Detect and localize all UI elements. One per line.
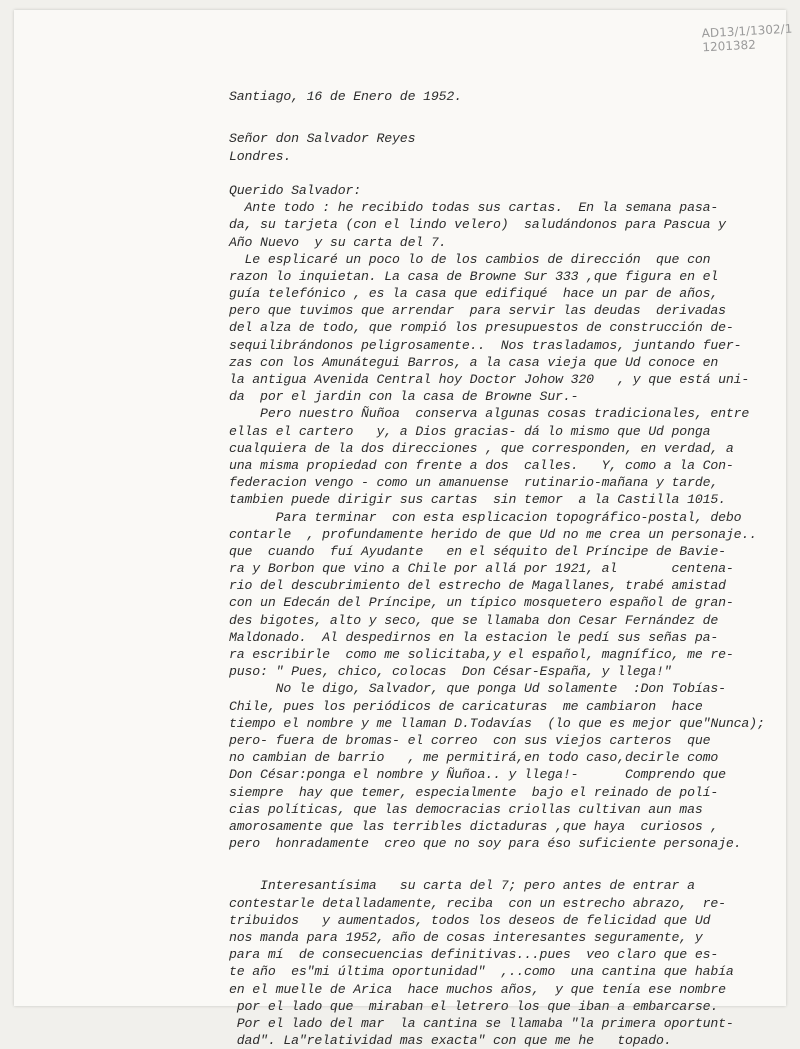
letter-paragraphs [229,199,789,852]
text-line: ellas el cartero y, a Dios gracias- dá lo mismo que Ud ponga [229,423,711,439]
text-line: del alza de todo, que rompió los presupuestos de construcción de- [229,320,734,336]
letter-date: Santiago, 16 de Enero de 1952. [229,89,462,104]
text-line: Año Nuevo y su carta del 7. [229,234,447,250]
text-line: Interesantísima su carta del 7; pero antes de entrar a [229,878,695,894]
text-line: no cambian de barrio , me permitirá,en todo caso,decirle como [229,750,719,766]
archive-code-1: AD13/1/1302/1 [701,21,793,41]
letter-page [14,10,793,1049]
text-line: Le esplicaré un poco lo de los cambios de dirección que con [229,251,711,267]
text-line: sequilibrándonos peligrosamente.. Nos trasladamos, juntando fuer- [229,337,742,353]
text-line: siempre hay que temer, especialmente bajo el reinado de polí- [229,784,719,800]
text-line: zas con los Amunátegui Barros, a la casa vieja que Ud conoce en [229,354,719,370]
text-line: Pero nuestro Ñuñoa conserva algunas cosas tradicionales, entre [229,406,750,422]
text-line: en el muelle de Arica hace muchos años, y que tenía ese nombre [229,981,726,997]
text-line: Para terminar con esta esplicacion topográfico-postal, debo [229,509,742,525]
text-line: pero que tuvimos que arrendar para servir las deudas derivadas [229,303,726,319]
text-line: para mí de consecuencias definitivas...pues veo claro que es- [229,947,719,963]
text-line: Chile, pues los periódicos de caricaturas me cambiaron hace [229,698,703,714]
letter-closing-paragraph [229,877,789,1049]
text-line: puso: " Pues, chico, colocas Don César-España, y llega!" [229,664,672,680]
text-line: guía telefónico , es la casa que edifiqué hace un par de años, [229,286,719,302]
text-line: que cuando fuí Ayudante en el séquito del Príncipe de Bavie- [229,543,726,559]
text-line: pero honradamente creo que no soy para éso suficiente personaje. [229,836,742,852]
text-line: por el lado que miraban el letrero los que iban a embarcarse. [229,998,719,1014]
text-line: Don César:ponga el nombre y Ñuñoa.. y llega!- Comprendo que [229,767,726,783]
recipient-name: Señor don Salvador Reyes [229,131,416,147]
text-line: tribuidos y aumentados, todos los deseos de felicidad que Ud [229,912,711,928]
text-line: Maldonado. Al despedirnos en la estacion le pedí sus señas pa- [229,629,719,645]
text-line: razon lo inquietan. La casa de Browne Sur 333 ,que figura en el [229,268,719,284]
text-line: da por el jardin con la casa de Browne Sur.- [229,389,579,405]
text-line: la antigua Avenida Central hoy Doctor Johow 320 , y que está uni- [229,372,750,387]
archive-stamp [701,22,793,55]
text-line: Por el lado del mar la cantina se llamaba "la primera oportunt- [229,1015,734,1031]
text-line: Ante todo : he recibido todas sus cartas. En la semana pasa- [229,200,719,216]
text-line: dad". La"relatividad mas exacta" con que me he topado. [229,1033,672,1049]
text-line: rio del descubrimiento del estrecho de Magallanes, trabé amistad [229,578,726,594]
text-line: da, su tarjeta (con el lindo velero) saludándonos para Pascua y [229,217,726,233]
text-line: nos manda para 1952, año de cosas interesantes seguramente, y [229,930,703,945]
text-line: cias políticas, que las democracias criollas cultivan aun mas [229,801,703,817]
text-line: tambien puede dirigir sus cartas sin temor a la Castilla 1015. [229,492,726,508]
text-line: federacion vengo - como un amanuense rutinario-mañana y tarde, [229,475,719,491]
text-line: amorosamente que las terribles dictaduras ,que haya curiosos , [229,818,719,834]
text-line: tiempo el nombre y me llaman D.Todavías (lo que es mejor que"Nunca); [229,715,765,731]
salutation: Querido Salvador: [229,182,361,198]
text-line: te año es"mi última oportunidad" ,..como una cantina que había [229,964,734,980]
letter-body [229,88,789,1049]
text-line: cualquiera de la dos direcciones , que corresponden, en verdad, a [229,440,734,456]
text-line: contestarle detalladamente, reciba con un estrecho abrazo, re- [229,895,726,911]
text-line: con un Edecán del Príncipe, un típico mosquetero español de gran- [229,595,734,611]
text-line: pero- fuera de bromas- el correo con sus viejos carteros que [229,732,711,748]
archive-code-2: 1201382 [702,37,757,55]
text-line: ra y Borbon que vino a Chile por allá por 1921, al centena- [229,561,734,577]
text-line: ra escribirle como me solicitaba,y el español, magnífico, me re- [229,647,734,662]
text-line: No le digo, Salvador, que ponga Ud solamente :Don Tobías- [229,681,726,697]
text-line: des bigotes, alto y seco, que se llamaba don Cesar Fernández de [229,612,719,628]
text-line: una misma propiedad con frente a dos calles. Y, como a la Con- [229,457,734,473]
recipient-city: Londres. [229,148,292,164]
text-line: contarle , profundamente herido de que Ud no me crea un personaje.. [229,526,757,542]
